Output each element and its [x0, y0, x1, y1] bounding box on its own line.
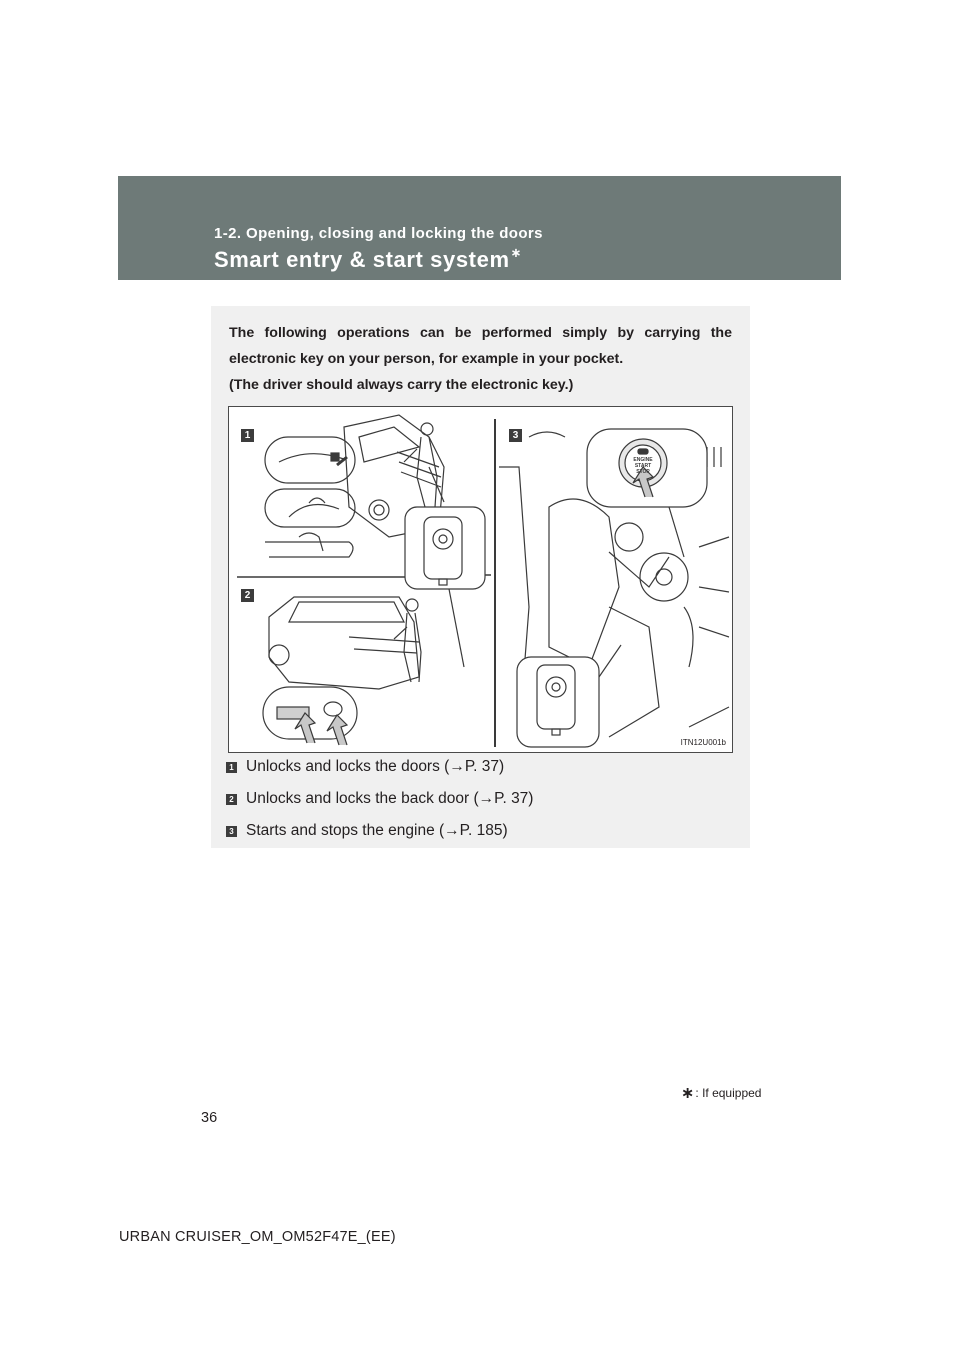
key-fob-callout-top	[405, 467, 485, 667]
document-code: URBAN CRUISER_OM_OM52F47E_(EE)	[119, 1229, 396, 1245]
back-door-handle-callout	[263, 687, 357, 745]
footnote	[681, 1082, 761, 1102]
footnote-mark: ∗	[681, 1085, 695, 1102]
car-rear-drawing	[269, 597, 419, 689]
key-fob-callout-bottom	[517, 645, 621, 747]
list-marker-1: 1	[226, 762, 237, 773]
door-handle-callouts	[265, 437, 355, 557]
system-illustration	[228, 406, 733, 753]
engine-button-label-1: ENGINE	[633, 457, 653, 463]
list-marker-2: 2	[226, 794, 237, 805]
illustration-marker-1: 1	[241, 429, 254, 442]
list-item-text: Starts and stops the engine (→P. 185)	[246, 822, 508, 839]
list-item-text: Unlocks and locks the doors (→P. 37)	[246, 758, 505, 775]
illustration-drawing	[229, 407, 733, 753]
list-marker-3: 3	[226, 826, 237, 837]
list-item-text: Unlocks and locks the back door (→P. 37)	[246, 790, 534, 807]
page-title-text: Smart entry & start system	[214, 247, 510, 272]
footnote-text: : If equipped	[695, 1086, 762, 1100]
illustration-marker-2: 2	[241, 589, 254, 602]
section-header	[118, 176, 841, 280]
illustration-marker-3: 3	[509, 429, 522, 442]
engine-button-label-2: START	[634, 463, 652, 469]
engine-button-callout	[587, 429, 707, 557]
if-equipped-mark: ∗	[510, 245, 523, 260]
illustration-code: ITN12U001b	[680, 738, 726, 747]
intro-text	[229, 320, 732, 398]
page-title	[214, 247, 522, 273]
intro-paragraph: The following operations can be performed simply by carrying the electronic key on your person, for example in your pocket.	[229, 325, 732, 367]
section-label: 1-2. Opening, closing and locking the doors	[214, 225, 543, 242]
engine-button-label-3: STOP	[636, 469, 650, 475]
page-number: 36	[201, 1110, 218, 1126]
intro-note: (The driver should always carry the electronic key.)	[229, 377, 574, 393]
content-panel	[211, 306, 750, 848]
